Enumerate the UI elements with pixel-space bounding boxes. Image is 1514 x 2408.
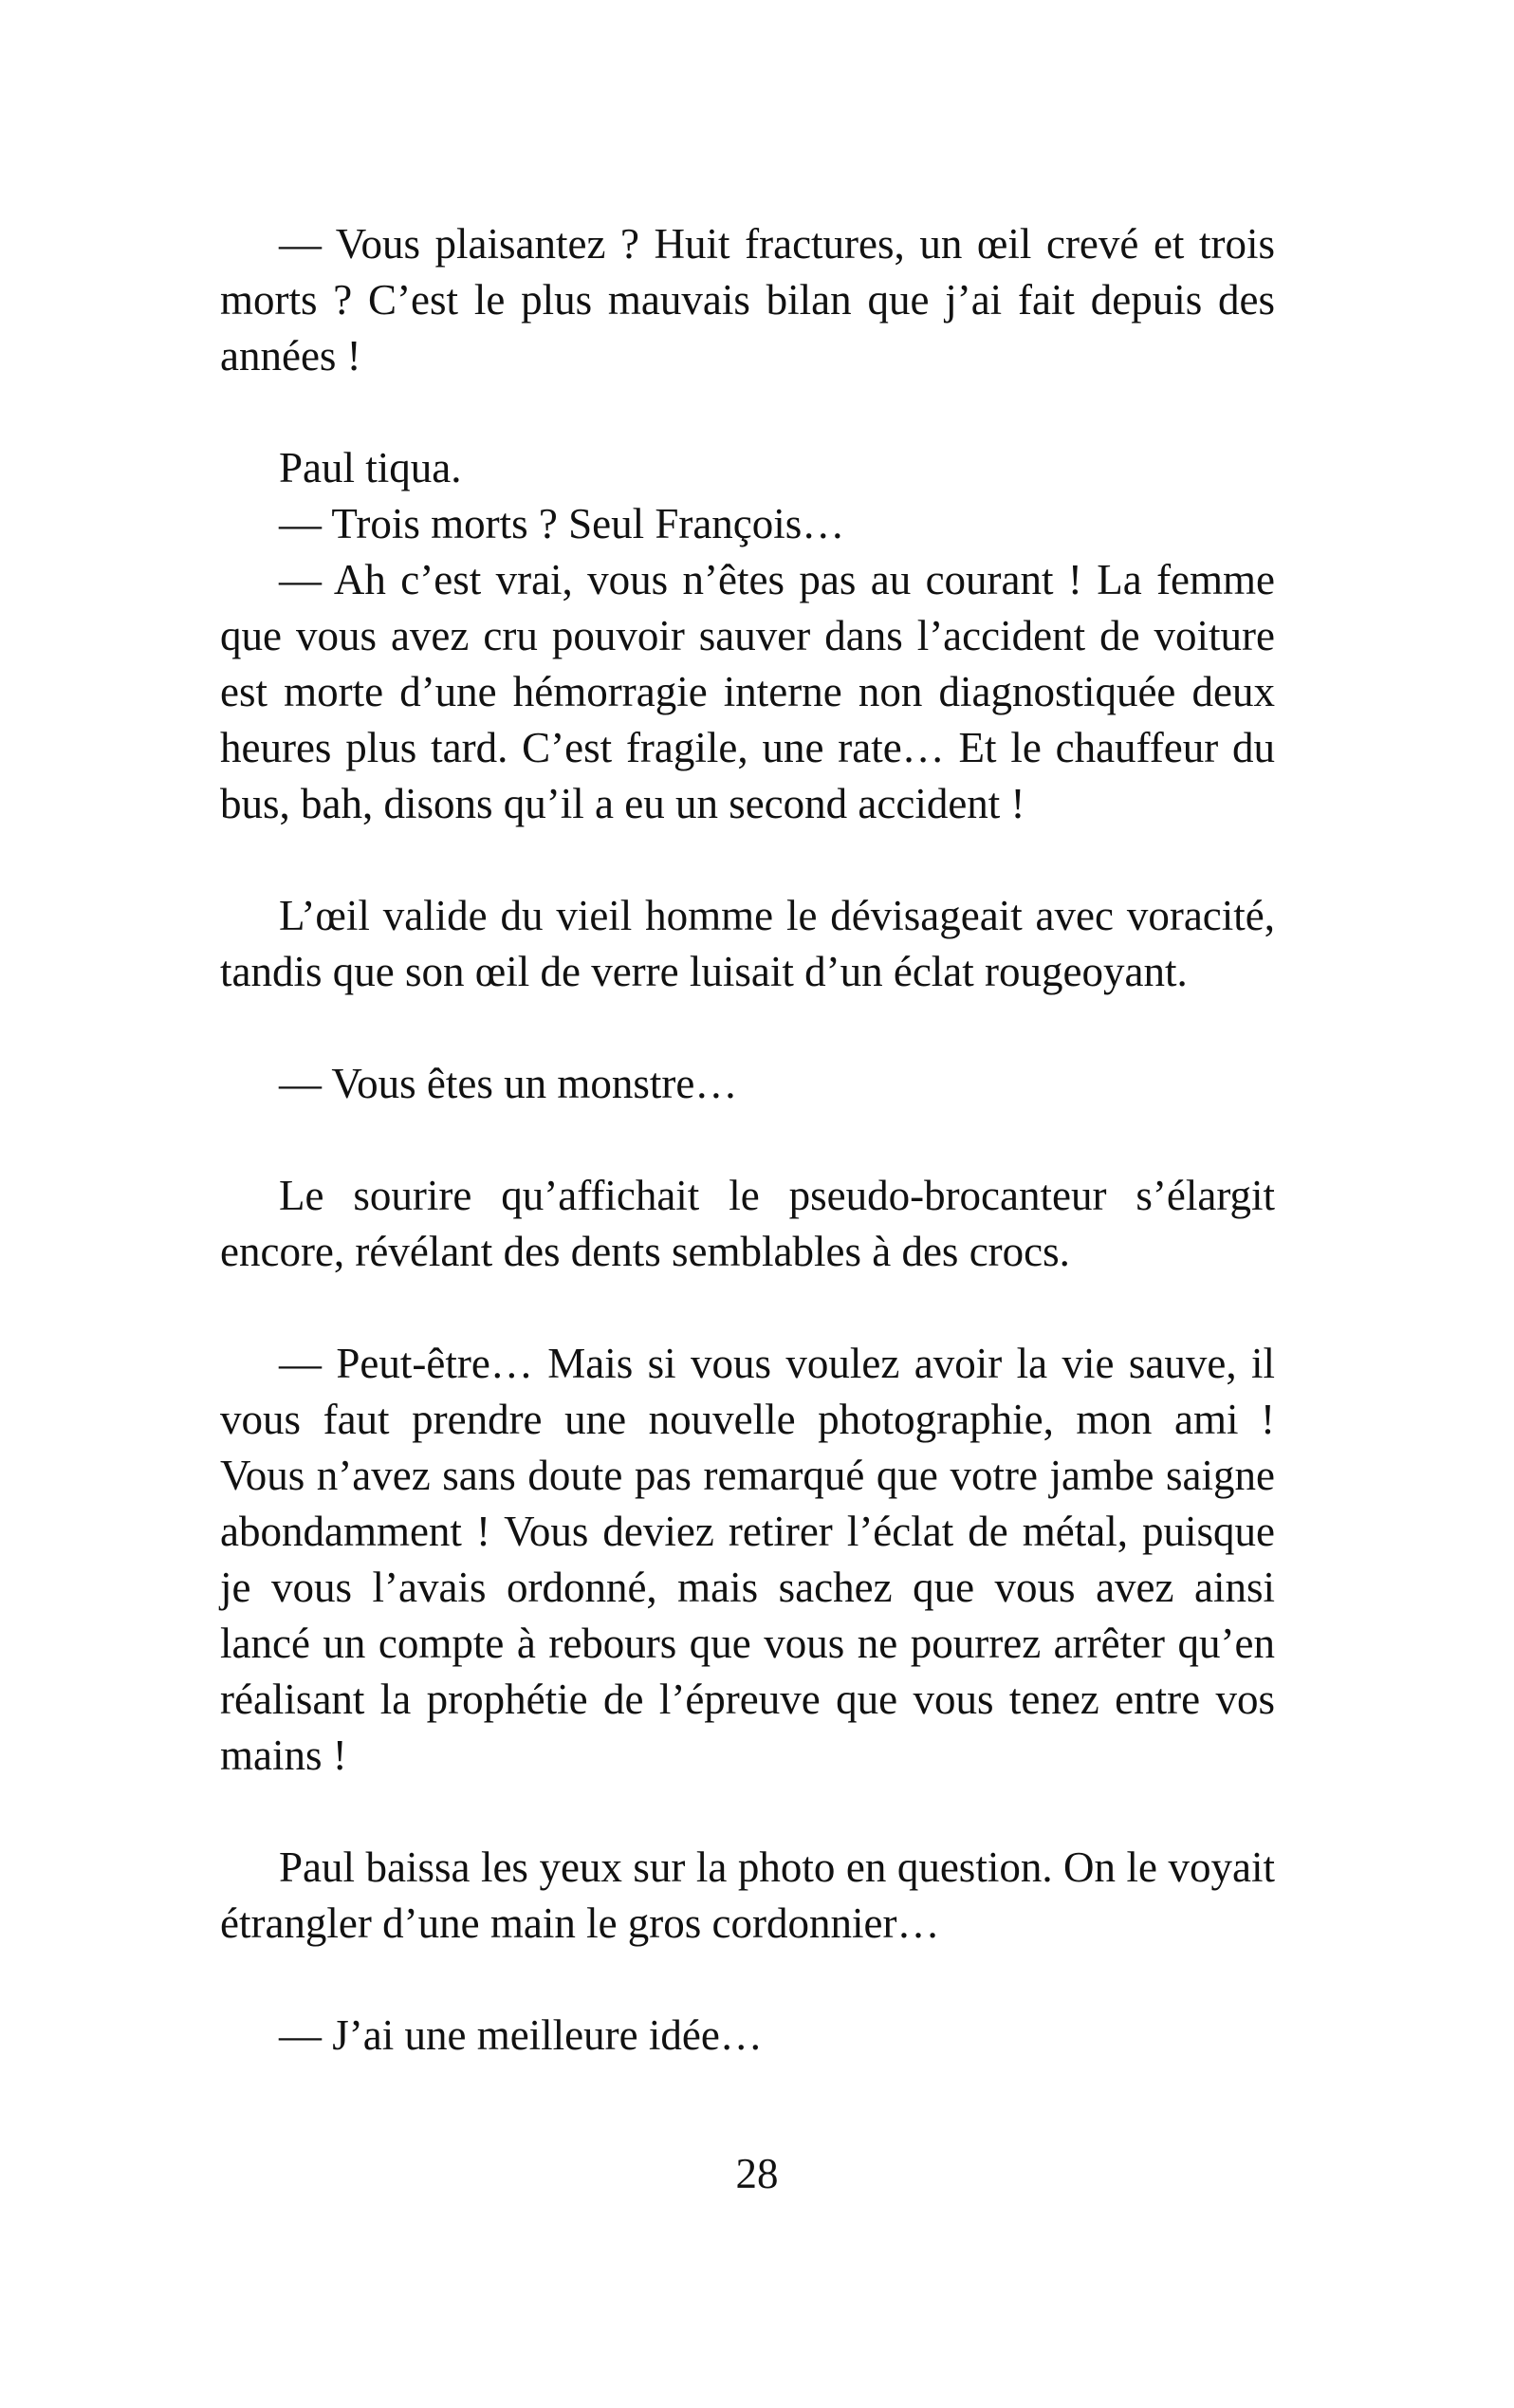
paragraph-5: L’œil valide du vieil homme le dévisageait avec voracité, tandis que son œil de verre luisait d’un éclat rougeoyant. xyxy=(220,892,1275,995)
page-body xyxy=(220,216,1275,2064)
page-number: 28 xyxy=(735,2150,779,2197)
paragraph-10: — J’ai une meilleure idée… xyxy=(279,2011,763,2059)
paragraph-8: — Peut-être… Mais si vous voulez avoir la vie sauve, il vous faut prendre une nouvelle photographie, mon ami ! Vous n’avez sans doute pas remarqué que votre jambe saigne abondamment ! Vous deviez retirer l’éclat de métal, puisque je vous l’avais ordonné, mais sachez que vous avez ainsi lancé un compte à rebours que vous ne pourrez arrêter qu’en réalisant la prophétie de l’épreuve que vous tenez entre vos mains ! xyxy=(220,1340,1275,1779)
paragraph-2: Paul tiqua. xyxy=(279,444,462,491)
paragraph-9: Paul baissa les yeux sur la photo en question. On le voyait étrangler d’une main le gros cordonnier… xyxy=(220,1843,1275,1947)
paragraph-3: — Trois morts ? Seul François… xyxy=(279,500,845,547)
paragraph-4: — Ah c’est vrai, vous n’êtes pas au courant ! La femme que vous avez cru pouvoir sauver dans l’accident de voiture est morte d’une hémorragie interne non diagnostiquée deux heures plus tard. C’est fragile, une rate… Et le chauffeur du bus, bah, disons qu’il a eu un second accident ! xyxy=(220,556,1275,827)
paragraph-1: — Vous plaisantez ? Huit fractures, un œil crevé et trois morts ? C’est le plus mauvais bilan que j’ai fait depuis des années ! xyxy=(220,220,1275,380)
paragraph-6: — Vous êtes un monstre… xyxy=(279,1060,738,1107)
paragraph-7: Le sourire qu’affichait le pseudo-brocanteur s’élargit encore, révélant des dents semblables à des crocs. xyxy=(220,1172,1275,1275)
